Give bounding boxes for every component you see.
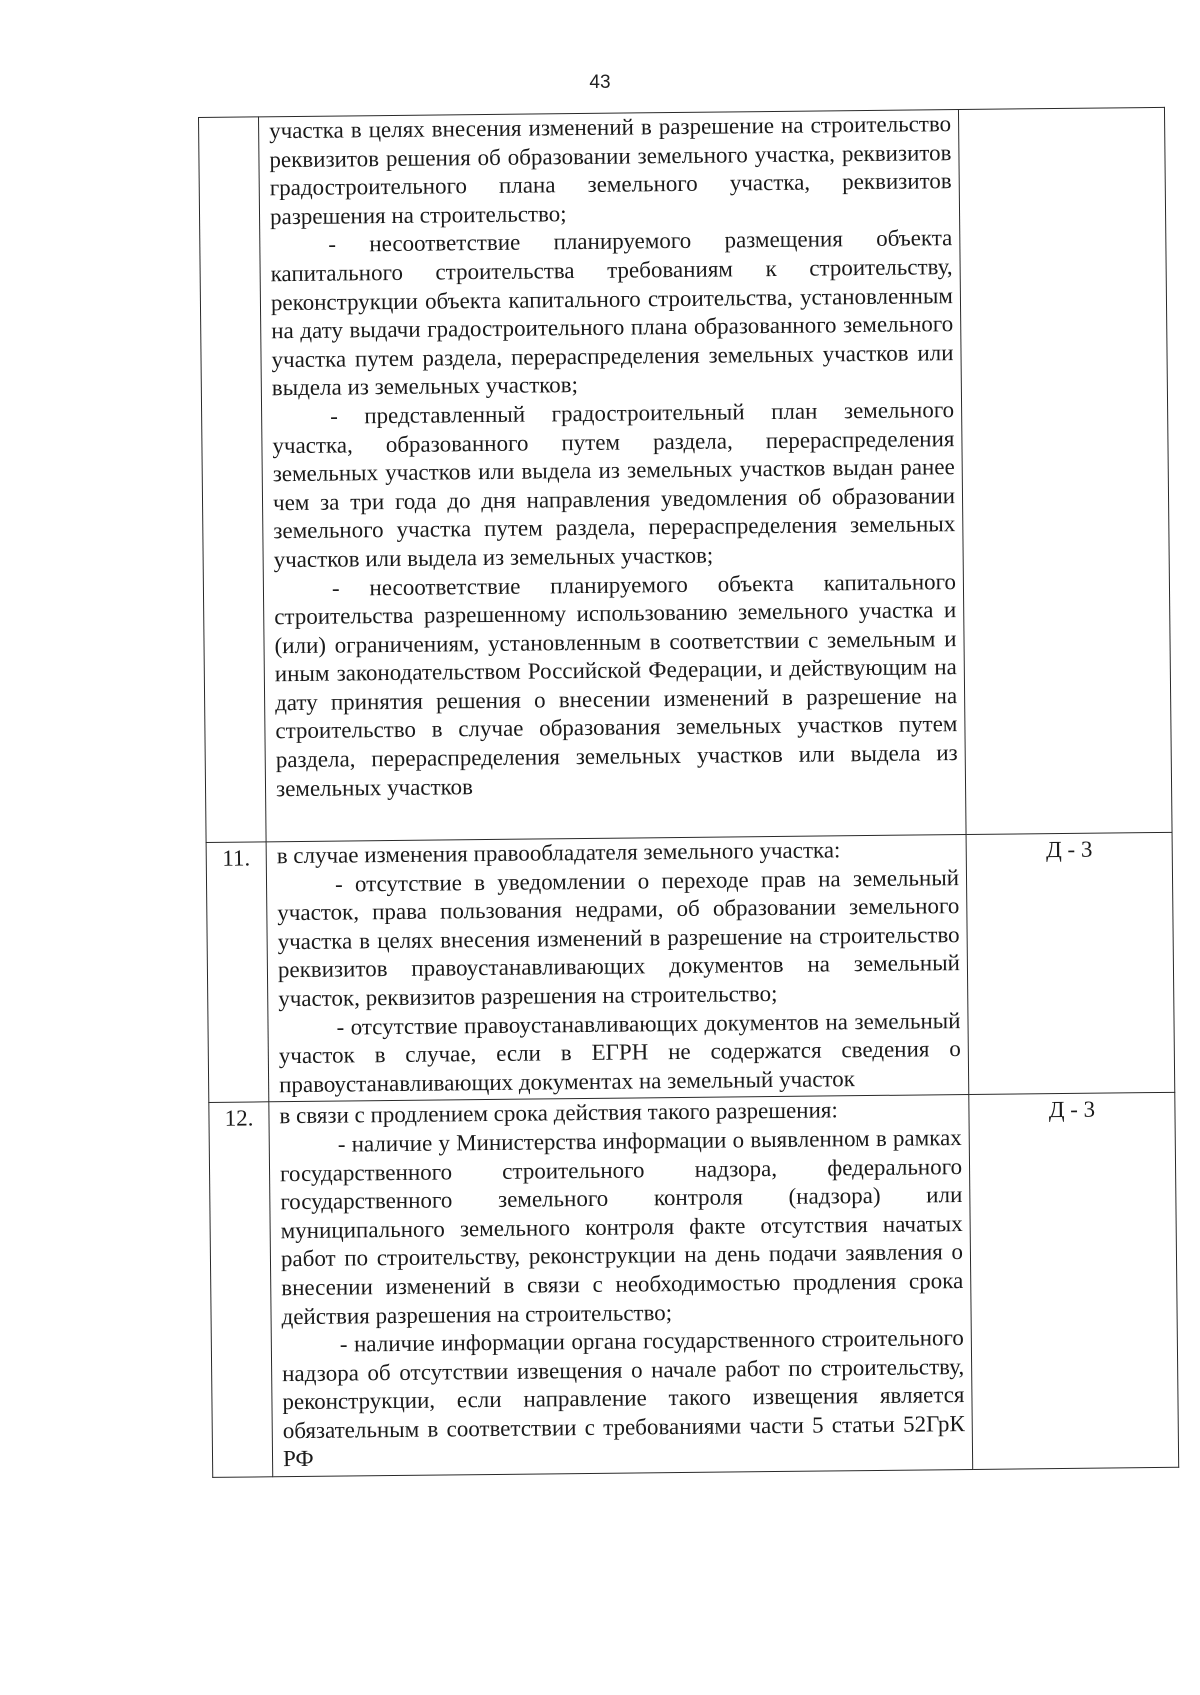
table-row (209, 1093, 1179, 1478)
page-number: 43 (589, 72, 611, 93)
row-code: Д - 3 (966, 832, 1175, 1094)
table-row (206, 832, 1175, 1102)
row-text (266, 834, 969, 1102)
bullet-item: - отсутствие в уведомлении о переходе прав на земельный участок, права пользования недрами, об образовании земельного участка в целях внесения изменений в разрешение на строительство реквизитов правоустанавливающих документов на земельный участок, реквизитов разрешения на строительство; (277, 864, 961, 1012)
bullet-item: - несоответствие планируемого объекта капитального строительства разрешенному использованию земельного участка и (или) ограничениям, установленным в соответствии с земельным и иным законодательством Российской Федерации, и действующим на дату принятия решения о внесении изменений в разрешение на строительство в случае образования земельных участков путем раздела, перераспределения земельных участков или выдела из земельных участков (274, 568, 958, 801)
bullet-item: - наличие у Министерства информации о выявленном в рамках государственного строительного надзора, федерального государственного земельного контроля (надзора) или муниципального земельного контроля факте отсутствия начатых работ по строительству, реконструкции на день подачи заявления о внесении изменений в связи с необходимостью продления срока действия разрешения на строительство; (279, 1124, 964, 1329)
paragraph: в связи с продлением срока действия такого разрешения: (279, 1097, 838, 1129)
bullet-item: - несоответствие планируемого размещения объекта капитального строительства требованиям к строительству, реконструкции объекта капитального строительства, установленным на дату выдачи градостроительного плана образованного земельного участка путем раздела, перераспределения земельных участков или выдела из земельных участков; (270, 225, 954, 401)
row-number: 11. (206, 842, 269, 1103)
bullet-item: - отсутствие правоустанавливающих документов на земельный участок в случае, если в ЕГРН не содержатся сведения о правоустанавливающих документах на земельный участок (278, 1007, 961, 1097)
bullet-item: - представленный градостроительный план земельного участка, образованного путем раздела, перераспределения земельных участков или выдела из земельных участков выдан ранее чем за три года до дня направления уведомления об образовании земельного участка путем раздела, перераспределения земельных участков или выдела из земельных участков; (272, 397, 956, 573)
row-text (269, 1095, 973, 1477)
requirements-table (198, 107, 1179, 1478)
row-text (259, 110, 967, 842)
row-code: Д - 3 (969, 1093, 1179, 1470)
row-number: 12. (209, 1102, 273, 1477)
row-number (199, 117, 267, 843)
paragraph: в случае изменения правообладателя земельного участка: (276, 837, 841, 869)
bullet-item: - наличие информации органа государственного строительного надзора об отсутствии извещения о начале работ по строительству, реконструкции, если направление такого извещения является обязательным в соответствии с требованиями части 5 статьи 52ГрК РФ (282, 1325, 965, 1472)
row-code (958, 107, 1172, 834)
table-row (199, 107, 1173, 842)
paragraph: участка в целях внесения изменений в разрешение на строительство реквизитов решения об образовании земельного участка, реквизитов градостроительного плана земельного участка, реквизитов разрешения на строительство; (269, 111, 952, 230)
